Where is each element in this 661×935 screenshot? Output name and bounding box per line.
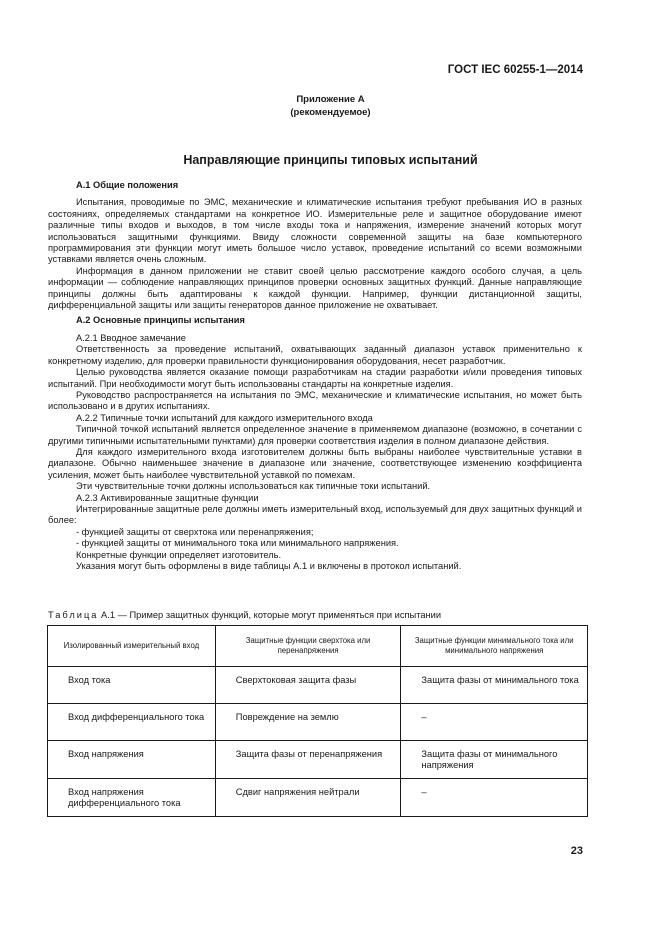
table-cell [401, 741, 588, 779]
paragraph: Для каждого измерительного входа изготовителем должны быть выбраны наиболее чувствительные уставки в диапазоне. Обычно наименьшее значение в диапазоне или значение, соответствующее изменению коэффициента усиления, может быть наиболее чувствительной уставкой по помехам. [48, 446, 582, 480]
table-cell [48, 778, 216, 816]
paragraph: Руководство распространяется на испытания по ЭМС, механические и климатические испытания, но может быть использовано и в других испытаниях. [48, 389, 582, 412]
table-caption-label: Таблица [48, 610, 99, 620]
cell-text: Защита фазы от перенапряжения [235, 749, 383, 759]
subsection-title: А.2.3 Активированные защитные функции [76, 492, 259, 503]
paragraph: Интегрированные защитные реле должны иметь измерительный вход, используемый для двух защитных функций и более: [48, 503, 582, 526]
column-header: Изолированный измерительный вход [48, 626, 216, 667]
table-row [48, 704, 588, 741]
paragraph: Конкретные функции определяет изготовитель. [76, 549, 282, 560]
standard-code: ГОСТ IEC 60255-1—2014 [447, 64, 583, 76]
cell-text: Сдвиг напряжения нейтрали [235, 786, 360, 797]
table-row [48, 667, 588, 704]
table-row [48, 778, 588, 816]
cell-text: Защита фазы от минимального напряжения [421, 749, 558, 771]
paragraph: Ответственность за проведение испытаний, охватывающих заданный диапазон уставок применительно к конкретному изделию, для проверки правильности функционирования оборудования, несет разработчик. [48, 344, 582, 366]
table-cell [215, 704, 401, 741]
table-cell [48, 704, 216, 741]
table-cell [215, 778, 401, 816]
column-header: Защитные функции сверхтока или перенапряжения [215, 626, 401, 667]
table-cell [401, 667, 588, 704]
body-text [48, 180, 582, 572]
cell-text: – [421, 712, 427, 722]
list-item: - функцией защиты от минимального тока или минимального напряжения. [76, 538, 399, 549]
table-cell [48, 667, 216, 704]
paragraph: Целью руководства является оказание помощи разработчикам на стадии разработки и/или проведения типовых испытаний. При необходимости могут быть использованы стандарты на конкретные изделия. [48, 367, 582, 389]
table-row [48, 741, 588, 779]
table-caption-text: А.1 — Пример защитных функций, которые могут применяться при испытании [98, 610, 442, 620]
cell-text: Вход дифференциального тока [68, 712, 205, 722]
table-cell [215, 667, 401, 704]
page-title: Направляющие принципы типовых испытаний [183, 153, 478, 167]
table-cell [401, 704, 588, 741]
appendix-label: Приложение А [296, 94, 365, 105]
section-a2-heading: А.2 Основные принципы испытания [76, 315, 245, 326]
table-cell [215, 741, 401, 779]
page-number: 23 [570, 845, 583, 857]
paragraph: Типичной точкой испытаний является определенное значение в применяемом диапазоне (возможно, в сочетании с другими типичными испытательными пунктами) для проверки соответствия изделия в полном диапазоне действия. [48, 424, 582, 446]
cell-text: – [421, 786, 427, 797]
section-a1-heading: А.1 Общие положения [76, 180, 179, 190]
paragraph: Информация в данном приложении не ставит своей целью рассмотрение каждого особого случая, а цель информации — соблюдение направляющих принципов проверки основных защитных функций. Данные направляющие принципы должны быть адаптированы к каждой функции. Например, функции дистанционной защиты, дифференциальной защиты или защиты генераторов данное приложение не охватывает. [48, 265, 582, 311]
subsection-title: А.2.1 Вводное замечание [76, 332, 186, 343]
column-header: Защитные функции минимального тока или минимального напряжения [401, 626, 588, 667]
list-item: - функцией защиты от сверхтока или перенапряжения; [76, 526, 314, 537]
paragraph: Испытания, проводимые по ЭМС, механические и климатические испытания требуют пребывания ИО в разных состояниях, определяемых стандартами на конкретное ИО. Измерительные реле и защитное оборудование имеют различные типы входов и выходов, в том числе входы тока и напряжения, измерение значений которых могут использоваться защитными функциями. Ввиду сложности современной защиты на базе компьютерного программирования эти функции могут иметь большое число уставок, проведение испытаний со всеми возможными уставками является очень сложным. [48, 197, 582, 265]
table-header-row [48, 626, 588, 667]
paragraph: Указания могут быть оформлены в виде таблицы А.1 и включены в протокол испытаний. [76, 561, 462, 571]
subsection-title: А.2.2 Типичные точки испытаний для каждого измерительного входа [76, 412, 373, 423]
cell-text: Защита фазы от минимального тока [421, 675, 579, 685]
cell-text: Вход напряжения дифференциального тока [68, 786, 181, 809]
cell-text: Сверхтоковая защита фазы [235, 675, 357, 685]
appendix-heading [0, 93, 661, 119]
cell-text: Повреждение на землю [235, 712, 339, 722]
table-cell [48, 741, 216, 779]
table-cell [401, 778, 588, 816]
cell-text: Вход напряжения [68, 749, 144, 759]
table-caption [48, 610, 582, 620]
appendix-status: (рекомендуемое) [290, 107, 371, 118]
cell-text: Вход тока [68, 675, 111, 685]
protection-functions-table [47, 625, 588, 817]
paragraph: Эти чувствительные точки должны использоваться как типичные токи испытаний. [76, 481, 431, 492]
